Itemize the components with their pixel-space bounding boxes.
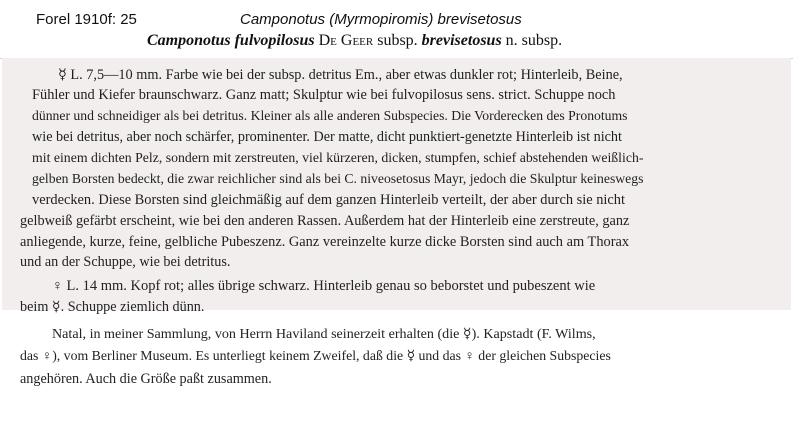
text-line: wie bei detritus, aber noch schärfer, prominenter. Der matte, dicht punktiert-genetzte Hinterleib ist nicht <box>32 129 622 145</box>
text-line: anliegende, kurze, feine, gelbliche Pubeszenz. Ganz vereinzelte kurze dicke Borsten sind auch am Thorax <box>20 234 630 250</box>
title-author: De Geer <box>318 32 374 49</box>
species-header: Camponotus (Myrmopiromis) brevisetosus <box>240 11 522 28</box>
text-line: mit einem dichten Pelz, sondern mit zerstreuten, viel kürzeren, dicken, stumpfen, schief abstehenden weißlich- <box>32 150 644 165</box>
title-genus-species: Camponotus fulvopilosus <box>147 32 315 49</box>
text-line: dünner und schneidiger als bei detritus. Kleiner als alle anderen Subspecies. Die Vorderecken des Pronotums <box>32 108 628 123</box>
title-subsp-label: subsp. <box>377 32 418 49</box>
text-line: Natal, in meiner Sammlung, von Herrn Haviland seinerzeit erhalten (die ☿). Kapstadt (F. Wilms, <box>52 326 596 342</box>
text-line: ☿ L. 7,5—10 mm. Farbe wie bei der subsp. detritus Em., aber etwas dunkler rot; Hinterleib, Beine, <box>58 67 623 83</box>
text-line: das ♀), vom Berliner Museum. Es unterliegt keinem Zweifel, daß die ☿ und das ♀ der gleichen Subspecies <box>20 348 611 363</box>
text-line: Fühler und Kiefer braunschwarz. Ganz matt; Skulptur wie bei fulvopilosus sens. strict. Schuppe noch <box>32 87 616 103</box>
text-line: und an der Schuppe, wie bei detritus. <box>20 254 231 270</box>
text-line: angehören. Auch die Größe paßt zusammen. <box>20 371 272 387</box>
text-line: verdecken. Diese Borsten sind gleichmäßig auf dem ganzen Hinterleib verteilt, der aber durch sie nicht <box>32 192 625 208</box>
taxon-title <box>147 32 562 50</box>
text-line: ♀ L. 14 mm. Kopf rot; alles übrige schwarz. Hinterleib genau so beborstet und pubeszent wie <box>52 278 596 294</box>
citation-label: Forel 1910f: 25 <box>36 11 137 28</box>
title-subspecies: brevisetosus <box>421 32 502 49</box>
text-line: beim ☿. Schuppe ziemlich dünn. <box>20 299 205 315</box>
text-line: gelbweiß gefärbt erscheint, wie bei den anderen Rassen. Außerdem hat der Hinterleib eine zerstreute, ganz <box>20 213 630 229</box>
text-line: gelben Borsten bedeckt, die zwar reichlicher sind als bei C. niveosetosus Mayr, jedoch die Skulptur keineswegs <box>32 171 644 186</box>
title-suffix: n. subsp. <box>505 32 563 49</box>
